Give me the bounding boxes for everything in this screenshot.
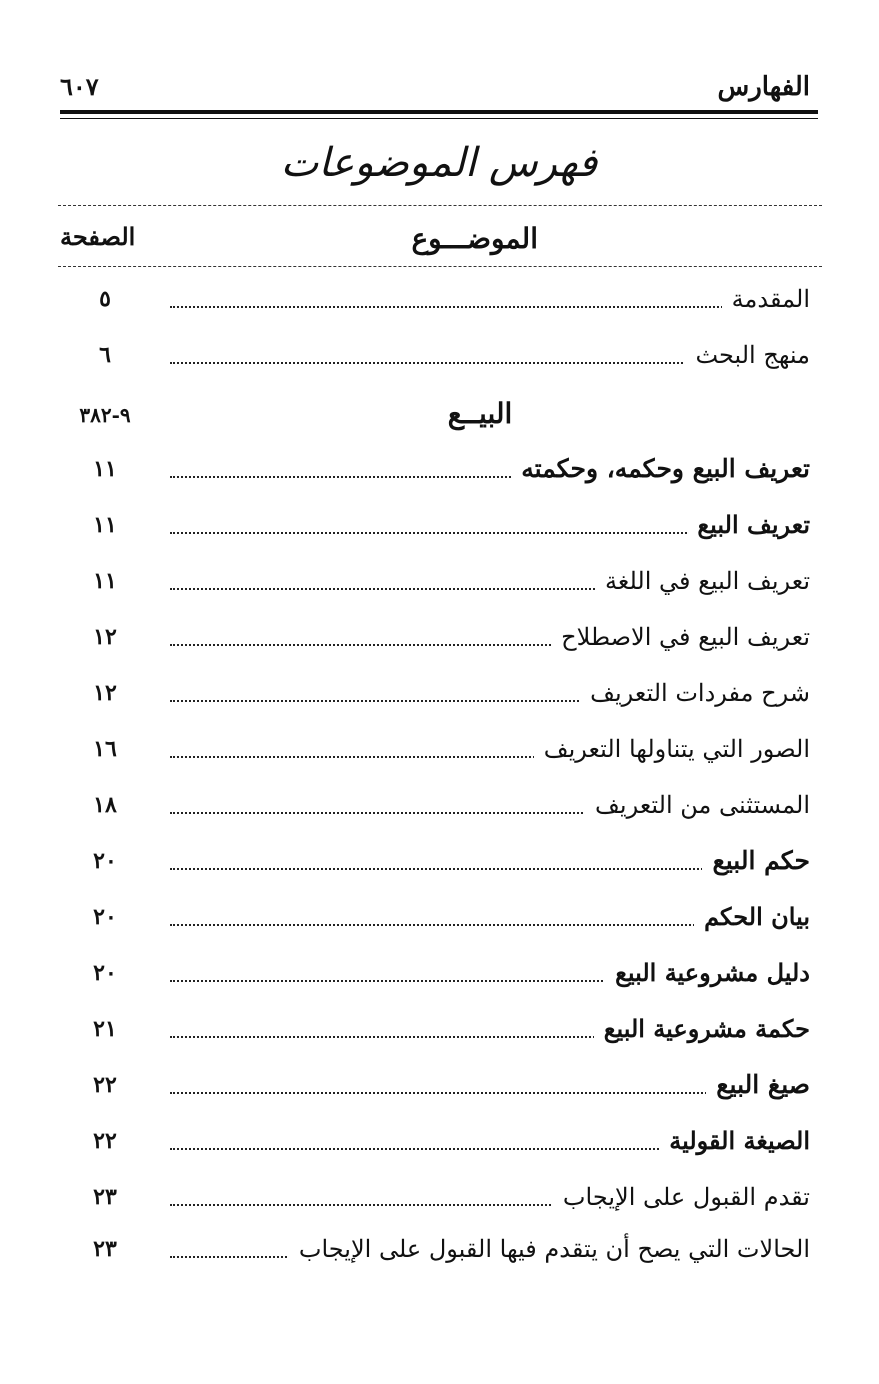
toc-entry	[60, 450, 810, 490]
dot-leader	[170, 306, 810, 308]
toc-entry	[60, 1010, 810, 1050]
header-rule-thick	[60, 110, 818, 114]
toc-entry-label: المقدمة	[722, 280, 810, 318]
toc-entry-label: تعريف البيع في اللغة	[595, 562, 810, 600]
toc-entry	[60, 1122, 810, 1162]
toc-entry	[60, 674, 810, 714]
toc-entry-page: ١١	[93, 568, 117, 594]
section-title: البيــع	[447, 397, 513, 430]
toc-entry	[60, 562, 810, 602]
toc-entry-page: ٥	[99, 286, 111, 312]
toc-entry-page: ٢٠	[93, 904, 117, 930]
toc-entry-label: تعريف البيع في الاصطلاح	[551, 618, 810, 656]
toc-entry-label: صيغ البيع	[706, 1066, 810, 1104]
toc-entry-page: ٢٠	[93, 960, 117, 986]
toc-entry-label: الحالات التي يصح أن يتقدم فيها القبول على الإيجاب	[289, 1230, 810, 1268]
toc-entry-page: ٢٢	[93, 1072, 117, 1098]
toc-entry	[60, 842, 810, 882]
toc-entry	[60, 1178, 810, 1218]
toc-entry-label: منهج البحث	[685, 336, 810, 374]
header-rule-thin	[60, 118, 818, 119]
toc-entry-page: ٢١	[93, 1016, 117, 1042]
toc-entry-page: ٢٣	[93, 1236, 117, 1262]
toc-entry-page: ٢٣	[93, 1184, 117, 1210]
toc-entry	[60, 1066, 810, 1106]
running-title: الفهارس	[717, 72, 810, 102]
dashed-divider-top	[58, 205, 822, 206]
toc-entry-label: تعريف البيع	[687, 506, 810, 544]
toc-entry-page: ١١	[93, 512, 117, 538]
toc-entry-label: الصور التي يتناولها التعريف	[534, 730, 810, 768]
toc-entry-page: ٢٠	[93, 848, 117, 874]
page-number: ٦٠٧	[60, 72, 99, 101]
toc-entry	[60, 954, 810, 994]
column-header	[60, 222, 818, 262]
toc-entry-page: ١١	[93, 456, 117, 482]
toc-entry-label: بيان الحكم	[694, 898, 810, 936]
toc-entry	[60, 1230, 810, 1270]
toc-entry-label: المستثنى من التعريف	[585, 786, 810, 824]
toc-entry	[60, 506, 810, 546]
toc-entry	[60, 336, 810, 376]
toc-entry-label: حكم البيع	[702, 842, 810, 880]
toc-entry-label: حكمة مشروعية البيع	[594, 1010, 810, 1048]
toc-entry-label: شرح مفردات التعريف	[580, 674, 810, 712]
toc-entry	[60, 618, 810, 658]
page-column-heading: الصفحة	[60, 222, 136, 251]
toc-entry-page: ٦	[99, 342, 111, 368]
toc-entry	[60, 898, 810, 938]
page-title: فهرس الموضوعات	[280, 140, 598, 186]
toc-entry-page: ٢٢	[93, 1128, 117, 1154]
running-header	[60, 72, 810, 106]
toc-entry-label: تعريف البيع وحكمه، وحكمته	[511, 450, 810, 488]
section-page-range: ٩-٣٨٢	[79, 403, 131, 427]
section-heading-row	[60, 394, 810, 438]
toc-entry-page: ١٢	[93, 624, 117, 650]
toc-entry-page: ١٨	[93, 792, 117, 818]
toc-entry-label: تقدم القبول على الإيجاب	[553, 1178, 810, 1216]
toc-entry	[60, 730, 810, 770]
toc-entry-page: ١٢	[93, 680, 117, 706]
toc-entry-page: ١٦	[93, 736, 117, 762]
dashed-divider-bottom	[58, 266, 822, 267]
toc-entry-label: الصيغة القولية	[659, 1122, 810, 1160]
toc-entry	[60, 280, 810, 320]
subject-column-heading: الموضـــوع	[411, 222, 538, 255]
toc-entry	[60, 786, 810, 826]
toc-entry-label: دليل مشروعية البيع	[605, 954, 810, 992]
